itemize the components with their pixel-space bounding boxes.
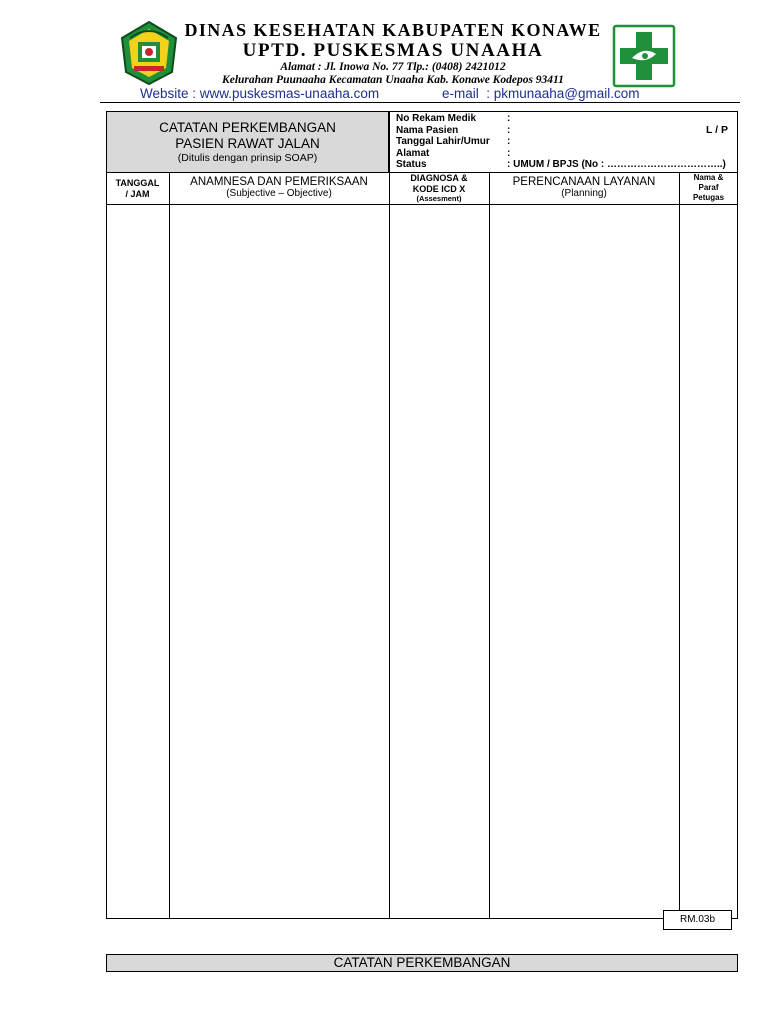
p-header-title: PERENCANAAN LAYANAN xyxy=(512,176,656,188)
field-alamat[interactable]: : xyxy=(507,147,511,159)
form-code-box: RM.03b xyxy=(663,910,732,930)
column-divider-1 xyxy=(169,172,170,919)
form-title-line2: PASIEN RAWAT JALAN xyxy=(175,136,320,151)
patient-fields xyxy=(507,113,726,171)
field-tanggal-lahir[interactable]: : xyxy=(507,136,511,147)
puskesmas-name: UPTD. PUSKESMAS UNAAHA xyxy=(242,40,544,61)
so-header-title: ANAMNESA DAN PEMERIKSAAN xyxy=(190,176,368,188)
header-divider xyxy=(100,102,740,103)
column-header-sign xyxy=(679,173,738,203)
date-header-line1: TANGGAL xyxy=(115,178,160,188)
a-header-line2: KODE ICD X xyxy=(412,183,466,194)
label-status: Status xyxy=(396,159,427,170)
field-status[interactable]: : UMUM / BPJS (No : ……………………………..) xyxy=(507,159,726,170)
label-no-rekam-medik: No Rekam Medik xyxy=(396,113,477,124)
field-nama-pasien[interactable]: : xyxy=(507,124,511,136)
column-divider-2 xyxy=(389,172,390,919)
form-title-line3: (Ditulis dengan prinsip SOAP) xyxy=(177,152,318,164)
soap-form-frame xyxy=(106,111,738,919)
label-nama-pasien: Nama Pasien xyxy=(396,124,459,136)
sign-header-line3: Petugas xyxy=(692,193,725,202)
a-header-line1: DIAGNOSA & xyxy=(410,173,468,183)
column-header-date xyxy=(106,178,169,200)
patient-labels xyxy=(396,113,490,171)
sign-header-line2: Paraf xyxy=(698,183,719,192)
email-link[interactable]: e-mail : pkmunaaha@gmail.com xyxy=(442,86,640,101)
column-header-p xyxy=(489,176,679,199)
agency-name: DINAS KESEHATAN KABUPATEN KONAWE xyxy=(184,20,602,40)
field-no-rekam-medik[interactable]: : xyxy=(507,113,511,124)
label-alamat: Alamat xyxy=(396,147,430,159)
column-divider-4 xyxy=(679,172,680,919)
column-header-a xyxy=(389,173,489,205)
column-divider-3 xyxy=(489,172,490,919)
puskesmas-cross-icon xyxy=(612,24,676,88)
column-header-so xyxy=(169,176,389,199)
website-link[interactable]: Website : www.puskesmas-unaaha.com xyxy=(140,86,380,101)
form-title-line1: CATATAN PERKEMBANGAN xyxy=(159,120,336,135)
a-header-sub: (Assesment) xyxy=(416,194,462,203)
sign-header-line1: Nama & xyxy=(693,173,724,182)
address-line: Alamat : Jl. Inowa No. 77 Tlp.: (0408) 2421012 xyxy=(280,61,506,73)
so-header-sub: (Subjective – Objective) xyxy=(226,188,332,199)
title-divider xyxy=(389,111,390,173)
kelurahan-line: Kelurahan Puunaaha Kecamatan Unaaha Kab. Konawe Kodepos 93411 xyxy=(222,74,564,86)
p-header-sub: (Planning) xyxy=(561,188,607,199)
next-page-title: CATATAN PERKEMBANGAN xyxy=(106,954,738,972)
label-tanggal-lahir: Tanggal Lahir/Umur xyxy=(396,136,490,147)
gender-field[interactable]: L / P xyxy=(706,124,728,136)
date-header-line2: / JAM xyxy=(125,189,150,199)
